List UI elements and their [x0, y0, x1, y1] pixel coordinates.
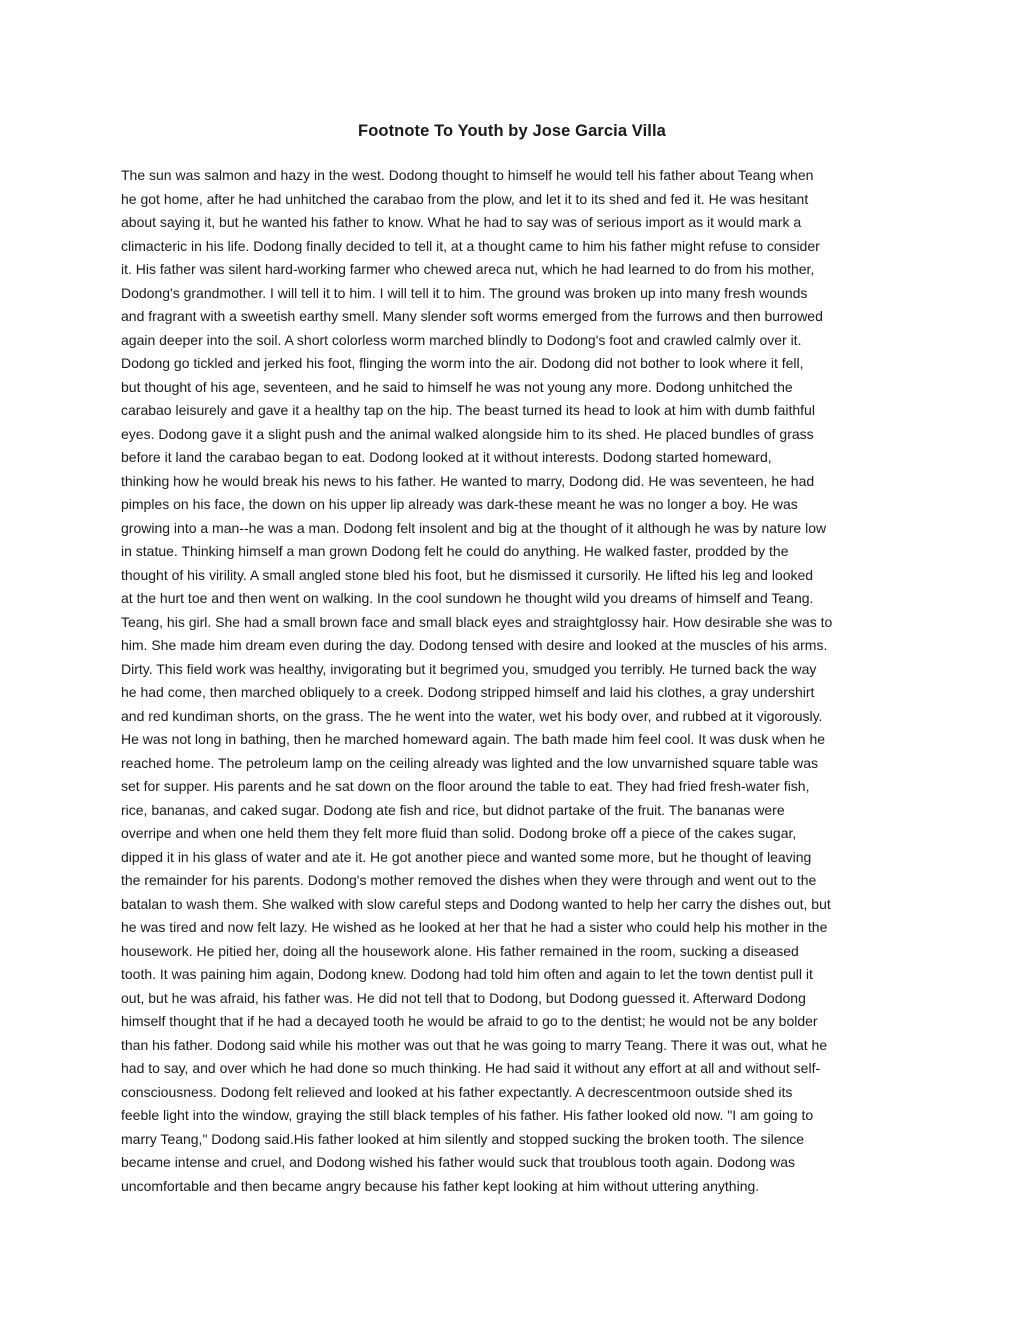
body-line: marry Teang," Dodong said.His father looked at him silently and stopped sucking the broken tooth. The silence — [121, 1130, 805, 1147]
body-line: thought of his virility. A small angled stone bled his foot, but he dismissed it cursorily. He lifted his leg and looked — [121, 566, 814, 583]
body-line: Dodong go tickled and jerked his foot, flinging the worm into the air. Dodong did not bother to look where it fell, — [121, 355, 804, 371]
body-line: eyes. Dodong gave it a slight push and the animal walked alongside him to its shed. He placed bundles of grass — [121, 425, 814, 442]
body-line: Dirty. This field work was healthy, invigorating but it begrimed you, smudged you terribly. He turned back the way — [121, 660, 817, 677]
body-line: uncomfortable and then became angry because his father kept looking at him without uttering anything. — [121, 1177, 760, 1194]
body-line: Teang, his girl. She had a small brown face and small black eyes and straightglossy hair. How desirable she was to — [121, 613, 833, 630]
body-line: rice, bananas, and caked sugar. Dodong ate fish and rice, but didnot partake of the fruit. The bananas were — [121, 801, 785, 818]
body-line: housework. He pitied her, doing all the housework alone. His father remained in the room, sucking a diseased — [121, 942, 799, 959]
body-line: the remainder for his parents. Dodong's mother removed the dishes when they were through and went out to the — [121, 872, 817, 888]
body-line: and red kundiman shorts, on the grass. The he went into the water, wet his body over, and rubbed at it vigorously. — [121, 707, 823, 724]
body-line: again deeper into the soil. A short colorless worm marched blindly to Dodong's foot and crawled calmly over it. — [121, 331, 802, 348]
body-line: him. She made him dream even during the day. Dodong tensed with desire and looked at the muscles of his arms. — [121, 637, 828, 653]
document-body — [121, 164, 911, 1198]
body-line: had to say, and over which he had done so much thinking. He had said it without any effort at all and without self- — [121, 1060, 821, 1076]
body-line: reached home. The petroleum lamp on the ceiling already was lighted and the low unvarnished square table was — [121, 754, 819, 771]
body-line: himself thought that if he had a decayed tooth he would be afraid to go to the dentist; he would not be any bolder — [121, 1013, 818, 1029]
body-line: He was not long in bathing, then he marched homeward again. The bath made him feel cool. It was dusk when he — [121, 731, 826, 747]
body-line: became intense and cruel, and Dodong wished his father would suck that troublous tooth again. Dodong was — [121, 1154, 795, 1170]
body-line: at the hurt toe and then went on walking. In the cool sundown he thought wild you dreams of himself and Teang. — [121, 590, 814, 606]
body-line: set for supper. His parents and he sat down on the floor around the table to eat. They had fried fresh-water fish, — [121, 778, 810, 794]
body-line: about saying it, but he wanted his father to know. What he had to say was of serious import as it would mark a — [121, 214, 802, 230]
body-line: he got home, after he had unhitched the carabao from the plow, and let it to its shed and fed it. He was hesitant — [121, 190, 809, 207]
body-line: tooth. It was paining him again, Dodong knew. Dodong had told him often and again to let the town dentist pull it — [121, 966, 813, 982]
body-line: before it land the carabao began to eat. Dodong looked at it without interests. Dodong started homeward, — [121, 449, 772, 465]
body-line: it. His father was silent hard-working farmer who chewed areca nut, which he had learned to do from his mother, — [121, 261, 815, 277]
body-line: Dodong's grandmother. I will tell it to him. I will tell it to him. The ground was broken up into many fresh wounds — [121, 284, 808, 301]
body-line: climacteric in his life. Dodong finally decided to tell it, at a thought came to him his father might refuse to consider — [121, 237, 820, 254]
body-line: The sun was salmon and hazy in the west. Dodong thought to himself he would tell his father about Teang when — [121, 167, 814, 183]
body-line: consciousness. Dodong felt relieved and looked at his father expectantly. A decrescentmoon outside shed its — [121, 1083, 793, 1100]
body-line: in statue. Thinking himself a man grown Dodong felt he could do anything. He walked faster, prodded by the — [121, 543, 789, 559]
body-line: overripe and when one held them they felt more fluid than solid. Dodong broke off a piece of the cakes sugar, — [121, 825, 797, 841]
body-line: he was tired and now felt lazy. He wished as he looked at her that he had a sister who could help his mother in the — [121, 919, 828, 935]
body-line: thinking how he would break his news to his father. He wanted to marry, Dodong did. He was seventeen, he had — [121, 472, 815, 489]
body-line: growing into a man--he was a man. Dodong felt insolent and big at the thought of it although he was by nature low — [121, 519, 827, 536]
body-line: carabao leisurely and gave it a healthy tap on the hip. The beast turned its head to look at him with dumb faithful — [121, 402, 815, 418]
body-line: and fragrant with a sweetish earthy smell. Many slender soft worms emerged from the furrows and then burrowed — [121, 308, 823, 324]
body-line: he had come, then marched obliquely to a creek. Dodong stripped himself and laid his clothes, a gray undershirt — [121, 684, 815, 700]
body-line: out, but he was afraid, his father was. He did not tell that to Dodong, but Dodong guessed it. Afterward Dodong — [121, 989, 806, 1006]
body-line: feeble light into the window, graying the still black temples of his father. His father looked old now. "I am going to — [121, 1107, 814, 1123]
body-line: batalan to wash them. She walked with slow careful steps and Dodong wanted to help her carry the dishes out, but — [121, 895, 831, 912]
document-title: Footnote To Youth by Jose Garcia Villa — [358, 122, 666, 140]
body-line: than his father. Dodong said while his mother was out that he was going to marry Teang. There it was out, what he — [121, 1036, 828, 1053]
body-line: pimples on his face, the down on his upper lip already was dark-these meant he was no longer a boy. He was — [121, 496, 798, 512]
body-line: but thought of his age, seventeen, and he said to himself he was not young any more. Dodong unhitched the — [121, 378, 793, 395]
body-line: dipped it in his glass of water and ate it. He got another piece and wanted some more, but he thought of leaving — [121, 848, 812, 865]
